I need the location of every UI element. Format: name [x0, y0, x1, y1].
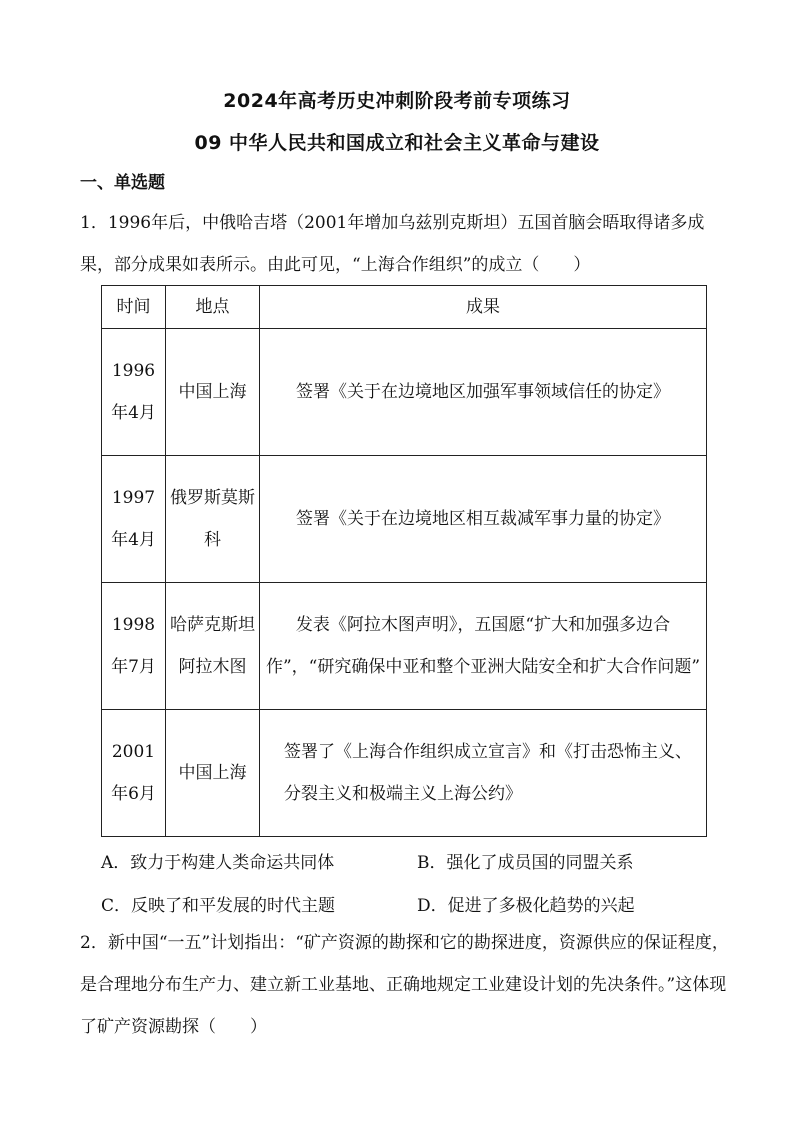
option-b[interactable]: B．强化了成员国的同盟关系	[417, 853, 634, 873]
table-cell-result: 签署《关于在边境地区相互裁减军事力量的协定》	[260, 456, 707, 583]
option-d[interactable]: D．促进了多极化趋势的兴起	[417, 896, 635, 916]
table-header-time: 时间	[102, 286, 166, 329]
table-row	[102, 710, 707, 837]
table-cell-place: 中国上海	[166, 710, 260, 837]
table-header-row	[102, 286, 707, 329]
table-header-place: 地点	[166, 286, 260, 329]
table-header-result: 成果	[260, 286, 707, 329]
option-a[interactable]: A．致力于构建人类命运共同体	[101, 853, 335, 873]
question-1-stem: 1．1996年后，中俄哈吉塔（2001年增加乌兹别克斯坦）五国首脑会晤取得诸多成果，部分成果如表所示。由此可见，“上海合作组织”的成立（ ）	[80, 213, 705, 275]
table-cell-place: 俄罗斯莫斯科	[166, 456, 260, 583]
page-subtitle: 09 中华人民共和国成立和社会主义革命与建设	[194, 132, 600, 154]
table-cell-result: 签署《关于在边境地区加强军事领域信任的协定》	[260, 329, 707, 456]
section-heading: 一、单选题	[80, 173, 165, 193]
table-cell-result: 发表《阿拉木图声明》，五国愿“扩大和加强多边合作”，“研究确保中亚和整个亚洲大陆安全和扩大合作问题”	[260, 583, 707, 710]
table-cell-place: 哈萨克斯坦阿拉木图	[166, 583, 260, 710]
table-cell-time: 1998年7月	[102, 583, 166, 710]
table-row	[102, 456, 707, 583]
table-row	[102, 583, 707, 710]
table-cell-time: 1996年4月	[102, 329, 166, 456]
table-cell-result: 签署了《上海合作组织成立宣言》和《打击恐怖主义、分裂主义和极端主义上海公约》	[260, 710, 707, 837]
table-cell-time: 2001年6月	[102, 710, 166, 837]
page-title: 2024年高考历史冲刺阶段考前专项练习	[223, 90, 571, 112]
option-c[interactable]: C．反映了和平发展的时代主题	[101, 896, 336, 916]
table-cell-place: 中国上海	[166, 329, 260, 456]
question-1-table	[101, 285, 707, 837]
question-2-stem: 2．新中国“一五”计划指出：“矿产资源的勘探和它的勘探进度，资源供应的保证程度，是合理地分布生产力、建立新工业基地、正确地规定工业建设计划的先决条件。”这体现了矿产资源勘探（ ）	[80, 933, 729, 1037]
table-cell-time: 1997年4月	[102, 456, 166, 583]
table-row	[102, 329, 707, 456]
